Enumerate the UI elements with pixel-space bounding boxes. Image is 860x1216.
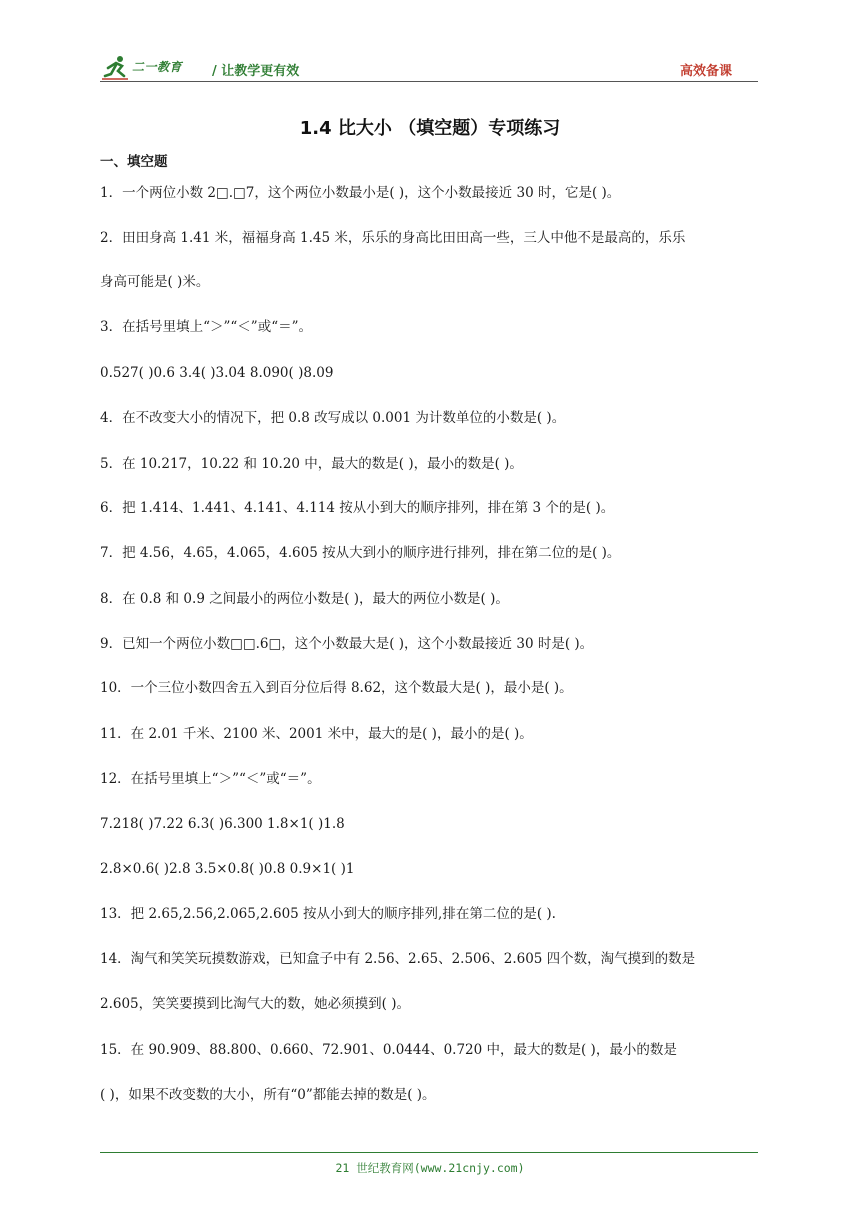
runner-logo-icon [102, 54, 130, 80]
question-line: 4．在不改变大小的情况下，把 0.8 改写成以 0.001 为计数单位的小数是( )。 [100, 410, 566, 426]
question-line: 15．在 90.909、88.800、0.660、72.901、0.0444、0.720 中，最大的数是( )，最小的数是 [100, 1042, 677, 1058]
question-line: 7．把 4.56，4.65，4.065，4.605 按从大到小的顺序进行排列，排在第二位的是( )。 [100, 545, 621, 561]
header-divider [100, 81, 758, 82]
question-line: 2．田田身高 1.41 米，福福身高 1.45 米，乐乐的身高比田田高一些，三人中他不是最高的，乐乐 [100, 230, 686, 246]
question-line: ( )，如果不改变数的大小，所有“0”都能去掉的数是( )。 [100, 1087, 436, 1103]
question-line: 12．在括号里填上“＞”“＜”或“＝”。 [100, 771, 321, 787]
question-line: 14．淘气和笑笑玩摸数游戏，已知盒子中有 2.56、2.65、2.506、2.605 四个数，淘气摸到的数是 [100, 951, 696, 967]
footer-divider [100, 1152, 758, 1153]
page-title: 1.4 比大小 （填空题）专项练习 [299, 118, 561, 139]
question-line: 3．在括号里填上“＞”“＜”或“＝”。 [100, 319, 312, 335]
header-tag: 高效备课 [679, 64, 732, 79]
header-slogan: / 让教学更有效 [212, 64, 300, 79]
question-line: 0.527( )0.6 3.4( )3.04 8.090( )8.09 [100, 365, 334, 381]
question-line: 11．在 2.01 千米、2100 米、2001 米中，最大的是( )，最小的是( )。 [100, 726, 533, 742]
question-line: 1．一个两位小数 2□.□7，这个两位小数最小是( )，这个小数最接近 30 时，它是( )。 [100, 185, 621, 201]
question-line: 2.605，笑笑要摸到比淘气大的数，她必须摸到( )。 [100, 996, 410, 1012]
question-line: 9．已知一个两位小数□□.6□，这个小数最大是( )，这个小数最接近 30 时是( )。 [100, 636, 594, 652]
question-line: 身高可能是( )米。 [100, 274, 210, 290]
question-line: 5．在 10.217，10.22 和 10.20 中，最大的数是( )，最小的数是( )。 [100, 456, 523, 472]
question-line: 7.218( )7.22 6.3( )6.300 1.8×1( )1.8 [100, 816, 345, 832]
logo [102, 54, 202, 80]
question-line: 6．把 1.414、1.441、4.141、4.114 按从小到大的顺序排列，排在第 3 个的是( )。 [100, 500, 615, 516]
page-footer: 21 世纪教育网(www.21cnjy.com) [335, 1161, 525, 1175]
page-header [100, 52, 758, 82]
question-line: 10．一个三位小数四舍五入到百分位后得 8.62，这个数最大是( )，最小是( )。 [100, 680, 573, 696]
question-line: 8．在 0.8 和 0.9 之间最小的两位小数是( )，最大的两位小数是( )。 [100, 591, 509, 607]
logo-text: 二一教育 [132, 60, 183, 74]
section-heading: 一、填空题 [100, 154, 168, 170]
question-line: 13．把 2.65,2.56,2.065,2.605 按从小到大的顺序排列,排在第二位的是( ). [100, 906, 556, 922]
question-line: 2.8×0.6( )2.8 3.5×0.8( )0.8 0.9×1( )1 [100, 861, 355, 877]
